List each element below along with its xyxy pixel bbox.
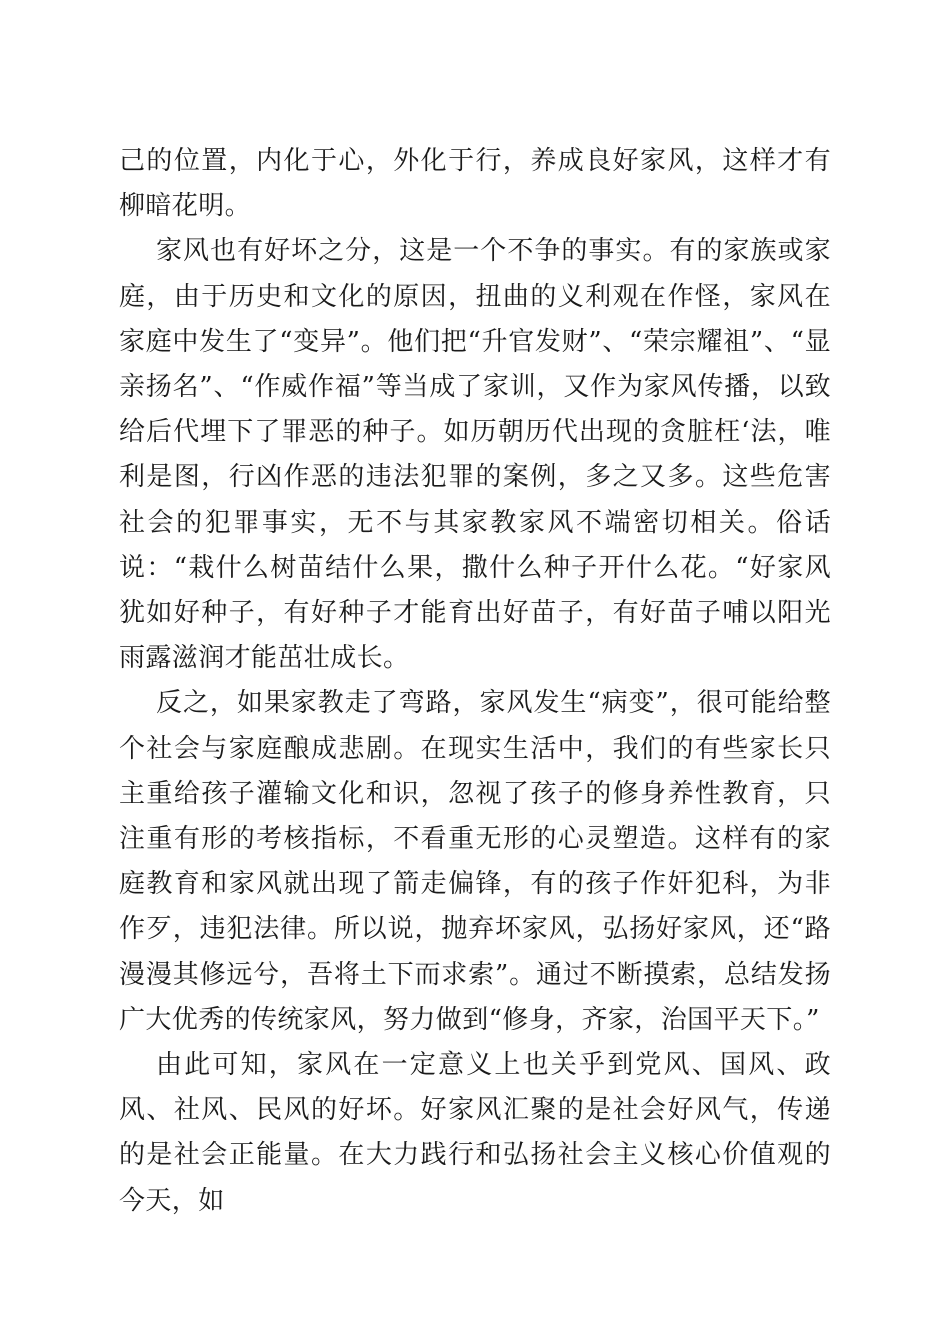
paragraph-3: 反之，如果家教走了弯路，家风发生“病变”，很可能给整个社会与家庭酿成悲剧。在现实生活中，我们的有些家长只主重给孩子灌输文化和识，忽视了孩子的修身养性教育，只注重有形的考核指标，不看重无形的心灵塑造。这样有的家庭教育和家风就出现了箭走偏锋，有的孩子作奸犯科，为非作歹，违犯法律。所以说，抛弃坏家风，弘扬好家风，还“路漫漫其修远兮，吾将土下而求索”。通过不断摸索，总结发扬广大优秀的传统家风，努力做到“修身，齐家，治国平天下。” [119,688,831,1035]
paragraph-2: 家风也有好坏之分，这是一个不争的事实。有的家族或家庭，由于历史和文化的原因，扭曲的义利观在作怪，家风在家庭中发生了“变异”。他们把“升官发财”、“荣宗耀祖”、“显亲扬名”、“作威作福”等当成了家训，又作为家风传播，以致给后代埋下了罪恶的种子。如历朝历代出现的贪脏枉‘法，唯利是图，行凶作恶的违法犯罪的案例，多之又多。这些危害社会的犯罪事实，无不与其家教家风不端密切相关。俗话说：“栽什么树苗结什么果，撒什么种子开什么花。“好家风犹如好种子，有好种子才能育出好苗子，有好苗子哺以阳光雨露滋润才能茁壮成长。 [119,236,831,674]
paragraph-4: 由此可知，家风在一定意义上也关乎到党风、国风、政风、社风、民风的好坏。好家风汇聚的是社会好风气，传递的是社会正能量。在大力践行和弘扬社会主义核心价值观的今天，如 [119,1050,831,1216]
paragraph-1: 己的位置，内化于心，外化于行，养成良好家风，这样才有柳暗花明。 [119,146,831,222]
body-text [119,139,831,1224]
